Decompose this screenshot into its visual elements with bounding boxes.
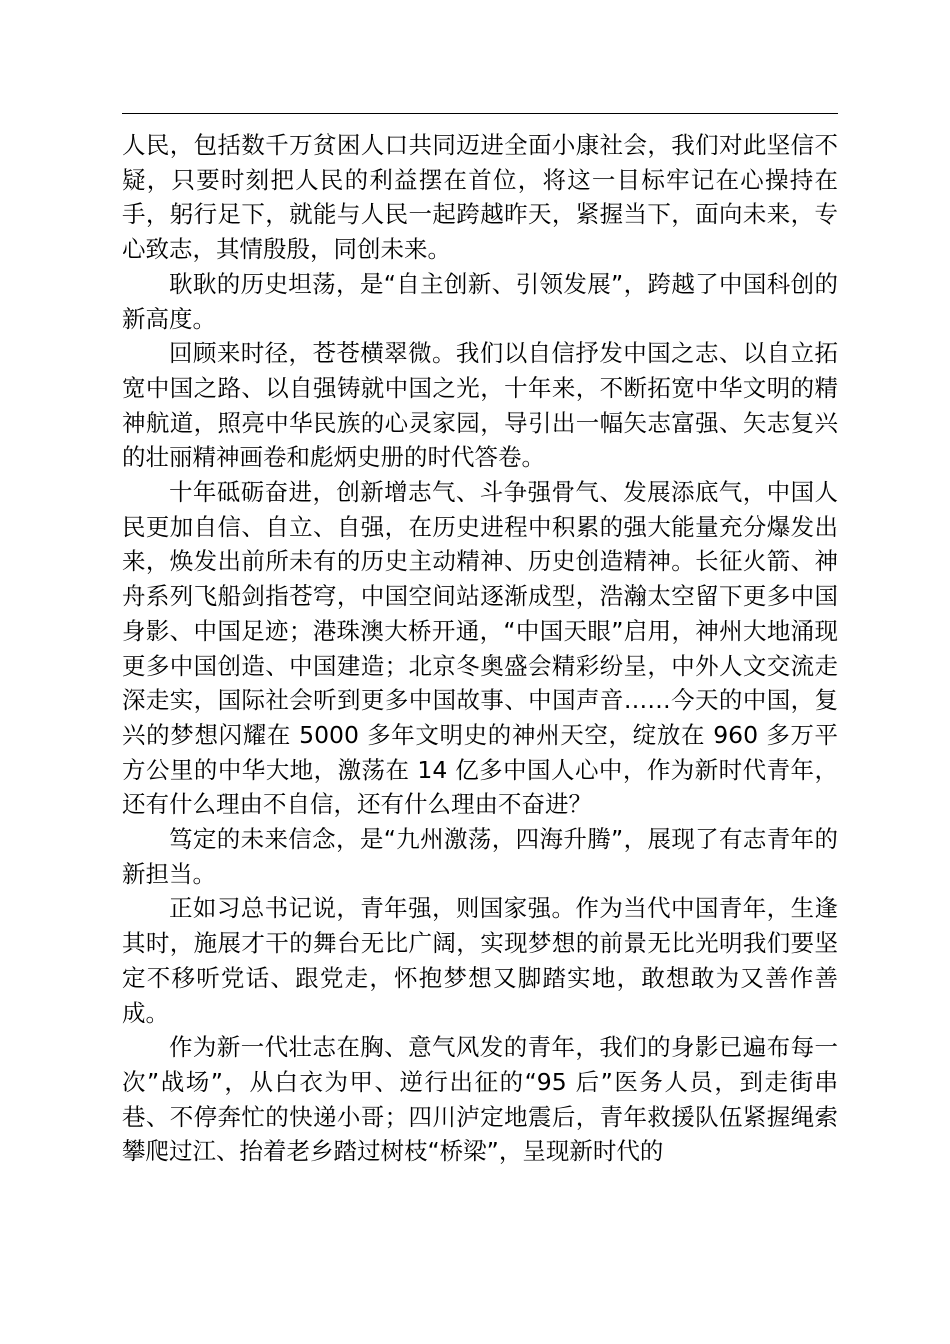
paragraph-5: 笃定的未来信念，是“九州激荡，四海升腾”，展现了有志青年的新担当。: [122, 825, 838, 888]
paragraph-2: 耿耿的历史坦荡，是“自主创新、引领发展”，跨越了中国科创的新高度。: [122, 269, 838, 333]
paragraph-1: 人民，包括数千万贫困人口共同迈进全面小康社会，我们对此坚信不疑，只要时刻把人民的利益摆在首位，将这一目标牢记在心操持在手，躬行足下，就能与人民一起跨越昨天，紧握当下，面向未来，专心致志，其情殷殷，同创未来。: [122, 131, 838, 264]
paragraph-6: 正如习总书记说，青年强，则国家强。作为当代中国青年，生逢其时，施展才干的舞台无比广阔，实现梦想的前景无比光明我们要坚定不移听党话、跟党走，怀抱梦想又脚踏实地，敢想敢为又善作善成。: [122, 894, 838, 1027]
header-rule: [122, 113, 838, 114]
paragraph-3: 回顾来时径，苍苍横翠微。我们以自信抒发中国之志、以自立拓宽中国之路、以自强铸就中国之光，十年来，不断拓宽中华文明的精神航道，照亮中华民族的心灵家园，导引出一幅矢志富强、矢志复兴的壮丽精神画卷和彪炳史册的时代答卷。: [122, 339, 838, 472]
paragraph-7: 作为新一代壮志在胸、意气风发的青年，我们的身影已遍布每一次”战场”，从白衣为甲、逆行出征的“95 后”医务人员，到走街串巷、不停奔忙的快递小哥；四川泸定地震后，青年救援队伍紧握绳索攀爬过江、抬着老乡踏过树枝“桥梁”，呈现新时代的: [122, 1033, 838, 1166]
document-body: [122, 128, 838, 1169]
paragraph-4: 十年砥砺奋进，创新增志气、斗争强骨气、发展添底气，中国人民更加自信、自立、自强，在历史进程中积累的强大能量充分爆发出来，焕发出前所未有的历史主动精神、历史创造精神。长征火箭、神舟系列飞船剑指苍穹，中国空间站逐渐成型，浩瀚太空留下更多中国身影、中国足迹；港珠澳大桥开通，“中国天眼”启用，神州大地涌现更多中国创造、中国建造；北京冬奥盛会精彩纷呈，中外人文交流走深走实，国际社会听到更多中国故事、中国声音……今天的中国，复兴的梦想闪耀在 5000 多年文明史的神州天空，绽放在 960 多万平方公里的中华大地，激荡在 14 亿多中国人心中，作为新时代青年，还有什么理由不自信，还有什么理由不奋进？: [122, 478, 838, 819]
